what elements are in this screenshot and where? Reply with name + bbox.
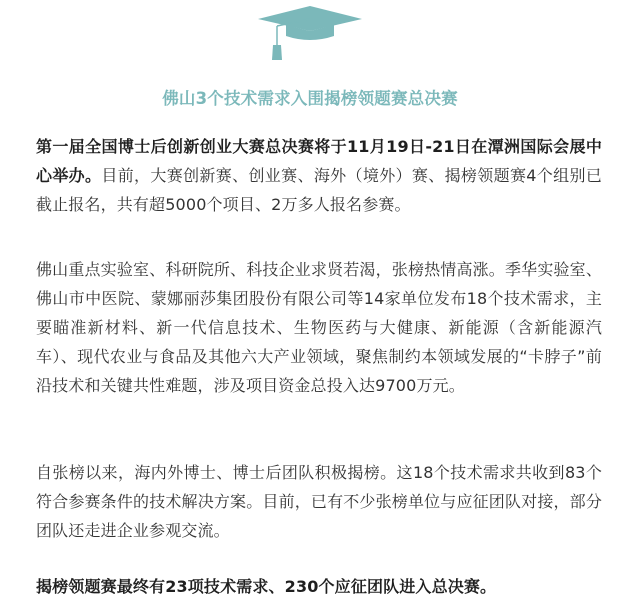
paragraph-4 bbox=[36, 572, 602, 601]
article-title: 佛山3个技术需求入围揭榜领题赛总决赛 bbox=[162, 89, 458, 108]
graduation-cap-icon bbox=[250, 4, 370, 66]
paragraph-2: 佛山重点实验室、科研院所、科技企业求贤若渴，张榜热情高涨。季华实验室、佛山市中医院、蒙娜丽莎集团股份有限公司等14家单位发布18个技术需求，主要瞄准新材料、新一代信息技术、生物医药与大健康、新能源（含新能源汽车）、现代农业与食品及其他六大产业领域，聚焦制约本领域发展的“卡脖子”前沿技术和关键共性难题，涉及项目资金总投入达9700万元。 bbox=[36, 260, 602, 395]
paragraph-3: 自张榜以来，海内外博士、博士后团队积极揭榜。这18个技术需求共收到83个符合参赛条件的技术解决方案。目前，已有不少张榜单位与应征团队对接，部分团队还走进企业参观交流。 bbox=[36, 463, 602, 540]
paragraph-1-body: 目前，大赛创新赛、创业赛、海外（境外）赛、揭榜领题赛4个组别已截止报名，共有超5000个项目、2万多人报名参赛。 bbox=[36, 166, 602, 214]
paragraph-1-lead: 第一届全国博士后创新创业大赛总决赛将于11月19日-21日在潭洲国际会展中心举办。 bbox=[36, 137, 602, 185]
paragraph-1 bbox=[36, 132, 602, 219]
header-icon-wrap bbox=[0, 4, 620, 66]
paragraph-4-lead: 揭榜领题赛最终有23项技术需求、230个应征团队进入总决赛。 bbox=[36, 577, 497, 596]
